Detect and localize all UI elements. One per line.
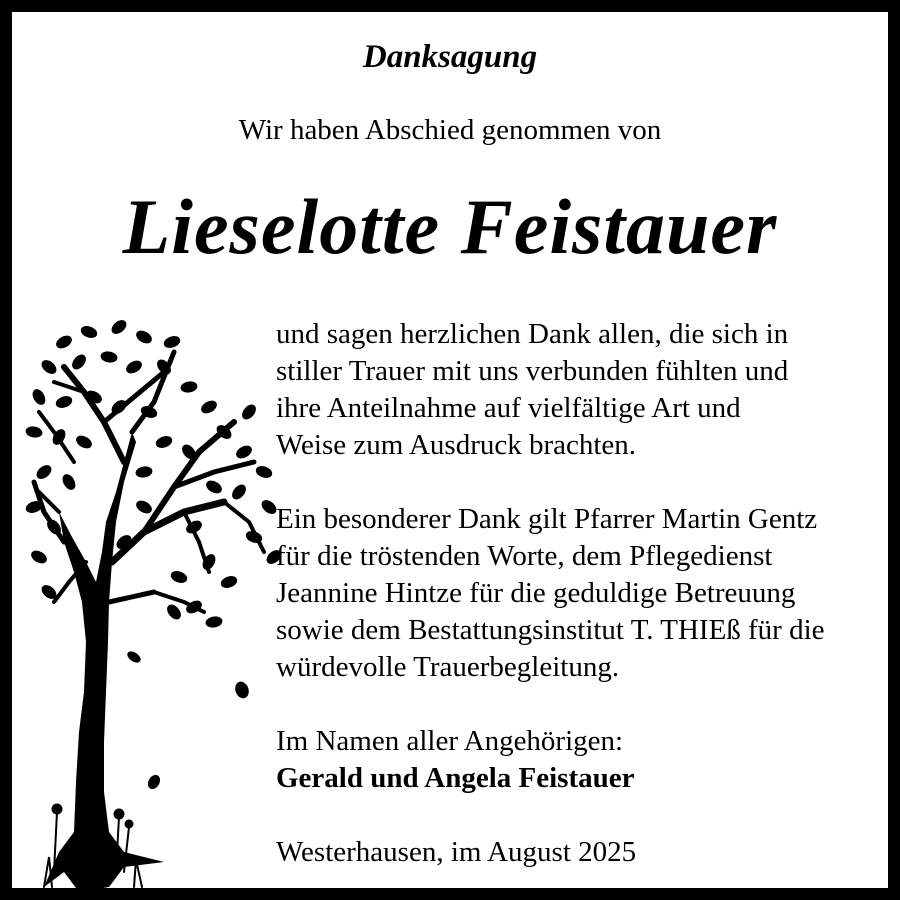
notice-title: Danksagung [362,39,538,75]
special-thanks-paragraph [276,501,886,686]
text-line: stiller Trauer mit uns verbunden fühlten und [276,355,789,387]
text-line: Ein besonderer Dank gilt Pfarrer Martin Gentz [276,503,818,535]
text-line: sowie dem Bestattungsinstitut T. THIEß für die [276,614,825,646]
tree-icon [24,312,284,892]
deceased-name: Lieselotte Feistauer [122,183,778,270]
text-line: und sagen herzlichen Dank allen, die sich in [276,318,789,350]
signature-block [276,723,886,797]
text-line: Weise zum Ausdruck brachten. [276,429,637,461]
signature-names: Gerald und Angela Feistauer [276,762,635,794]
notice-intro: Wir haben Abschied genommen von [238,114,662,146]
place-date [276,834,886,871]
place-date-text: Westerhausen, im August 2025 [276,836,637,868]
text-line: Jeannine Hintze für die geduldige Betreuung [276,577,796,609]
text-line: würdevolle Trauerbegleitung. [276,651,620,683]
signature-intro: Im Namen aller Angehörigen: [276,725,624,757]
text-line: ihre Anteilnahme auf vielfältige Art und [276,392,741,424]
thanks-paragraph [276,316,886,464]
message-text-block [276,316,886,871]
text-line: für die tröstenden Worte, dem Pflegedienst [276,540,773,572]
